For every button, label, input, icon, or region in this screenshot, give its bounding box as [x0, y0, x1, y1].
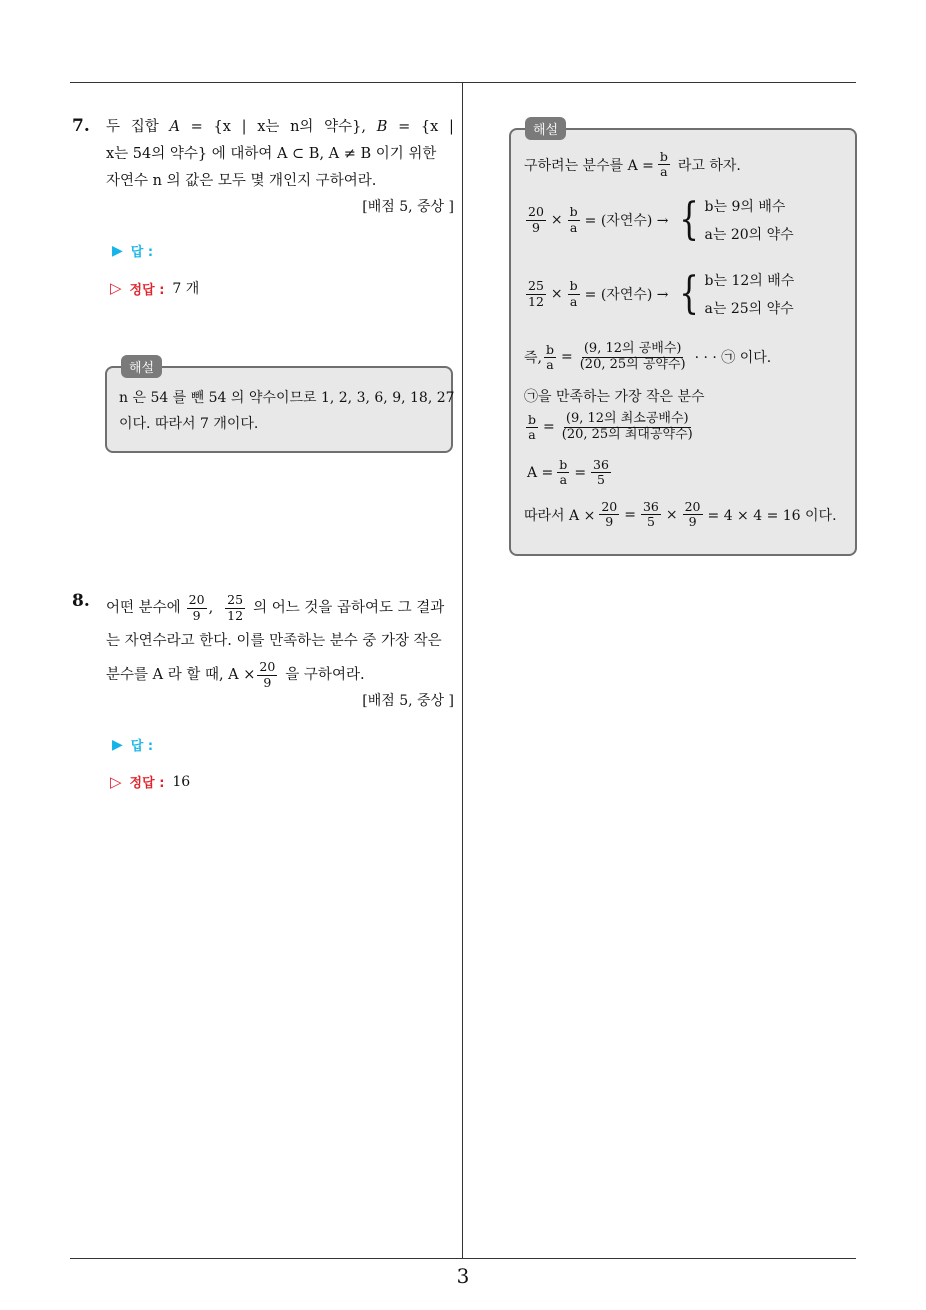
- correct-answer-label: 정답 :: [129, 282, 165, 298]
- correct-answer-label: 정답 :: [129, 776, 165, 791]
- correct-answer-value: 16: [172, 773, 191, 790]
- question-7-line-1: 두 집합 A = {x | x는 n의 약수}, B = {x |: [106, 119, 454, 135]
- answer-label: 답 :: [130, 739, 154, 754]
- question-7-correct-row: [110, 278, 199, 298]
- solution-7-line-2: 이다. 따라서 7 개이다.: [119, 416, 259, 432]
- footer-rule: [70, 1258, 856, 1259]
- question-8-line-1: 어떤 분수에 $\frac{20}{9}$ , $\frac{25}{12}$ 의 어느 것을 곱하여도 그 결과: [106, 592, 445, 623]
- outline-triangle-icon: ▷: [110, 279, 122, 297]
- brace-icon: {: [678, 194, 699, 245]
- question-8-text: [106, 588, 456, 695]
- question-7-line-3: 자연수 n 의 값은 모두 몇 개인지 구하여라.: [106, 173, 377, 189]
- question-8-answer-row: [112, 735, 153, 754]
- solution-8-line-5: ㉠을 만족하는 가장 작은 분수: [524, 389, 705, 405]
- column-divider: [462, 82, 463, 1258]
- brace-icon: {: [678, 268, 699, 319]
- solution-8-equation-2: $\frac{25}{12}$ × $\frac{b}{a}$ = (자연수) → { b는 12의 배수 a는 25의 약수: [528, 268, 795, 319]
- fraction-20-9: $\frac{20}{9}$: [188, 592, 205, 623]
- solution-8-box: [509, 123, 857, 556]
- solution-7-line-1: n 은 54 를 뺀 54 의 약수이므로 1, 2, 3, 6, 9, 18, 27: [119, 390, 455, 406]
- solution-7-box: [105, 361, 455, 453]
- fraction-20-9-b: $\frac{20}{9}$: [259, 659, 276, 690]
- question-8-correct-row: [110, 772, 190, 791]
- play-triangle-icon: ▶: [112, 736, 123, 753]
- question-7-score: [배점 5, 중상 ]: [362, 199, 454, 215]
- solution-8-equation-1: $\frac{20}{9}$ × $\frac{b}{a}$ = (자연수) → { b는 9의 배수 a는 20의 약수: [528, 194, 794, 245]
- question-7-line-2: x는 54의 약수} 에 대하여 A ⊂ B, A ≠ B 이기 위한: [106, 146, 437, 162]
- play-triangle-icon: ▶: [112, 242, 123, 259]
- question-8-line-2: 는 자연수라고 한다. 이를 만족하는 분수 중 가장 작은: [106, 633, 442, 649]
- fraction-25-12: $\frac{25}{12}$: [227, 592, 244, 623]
- question-7-answer-row: [112, 241, 153, 260]
- solution-8-line-6: $\frac{b}{a}$ = $\frac{\text{(9, 12의 최소공배수)}}{\text{(20, 25의 최대공약수)}}$: [528, 411, 693, 442]
- page-number: 3: [456, 1264, 470, 1288]
- solution-7-tab: 해설: [121, 355, 162, 378]
- solution-8-line-7: A = $\frac{b}{a}$ = $\frac{36}{5}$: [527, 457, 609, 488]
- header-rule: [70, 82, 856, 83]
- answer-label: 답 :: [130, 245, 154, 260]
- question-8-line-3: 분수를 A 라 할 때, A × $\frac{20}{9}$ 을 구하여라.: [106, 659, 365, 690]
- question-8-score: [배점 5, 중상 ]: [362, 693, 454, 709]
- correct-answer-value: 7 개: [172, 281, 200, 297]
- question-7-number: 7.: [72, 116, 90, 136]
- solution-8-tab: 해설: [525, 117, 566, 140]
- question-8-number: 8.: [72, 591, 90, 611]
- solution-8-line-4: 즉, $\frac{b}{a}$ = $\frac{\text{(9, 12의 공배수)}}{\text{(20, 25의 공약수)}}$ · · · ㉠ 이다.: [524, 341, 772, 372]
- solution-8-line-8: 따라서 A × $\frac{20}{9}$ = $\frac{36}{5}$ × $\frac{20}{9}$ = 4 × 4 = 16 이다.: [524, 499, 837, 530]
- outline-triangle-icon: ▷: [110, 772, 122, 791]
- question-7-text: [106, 114, 454, 195]
- solution-8-line-1: 구하려는 분수를 A = $\frac{b}{a}$ 라고 하자.: [524, 149, 741, 180]
